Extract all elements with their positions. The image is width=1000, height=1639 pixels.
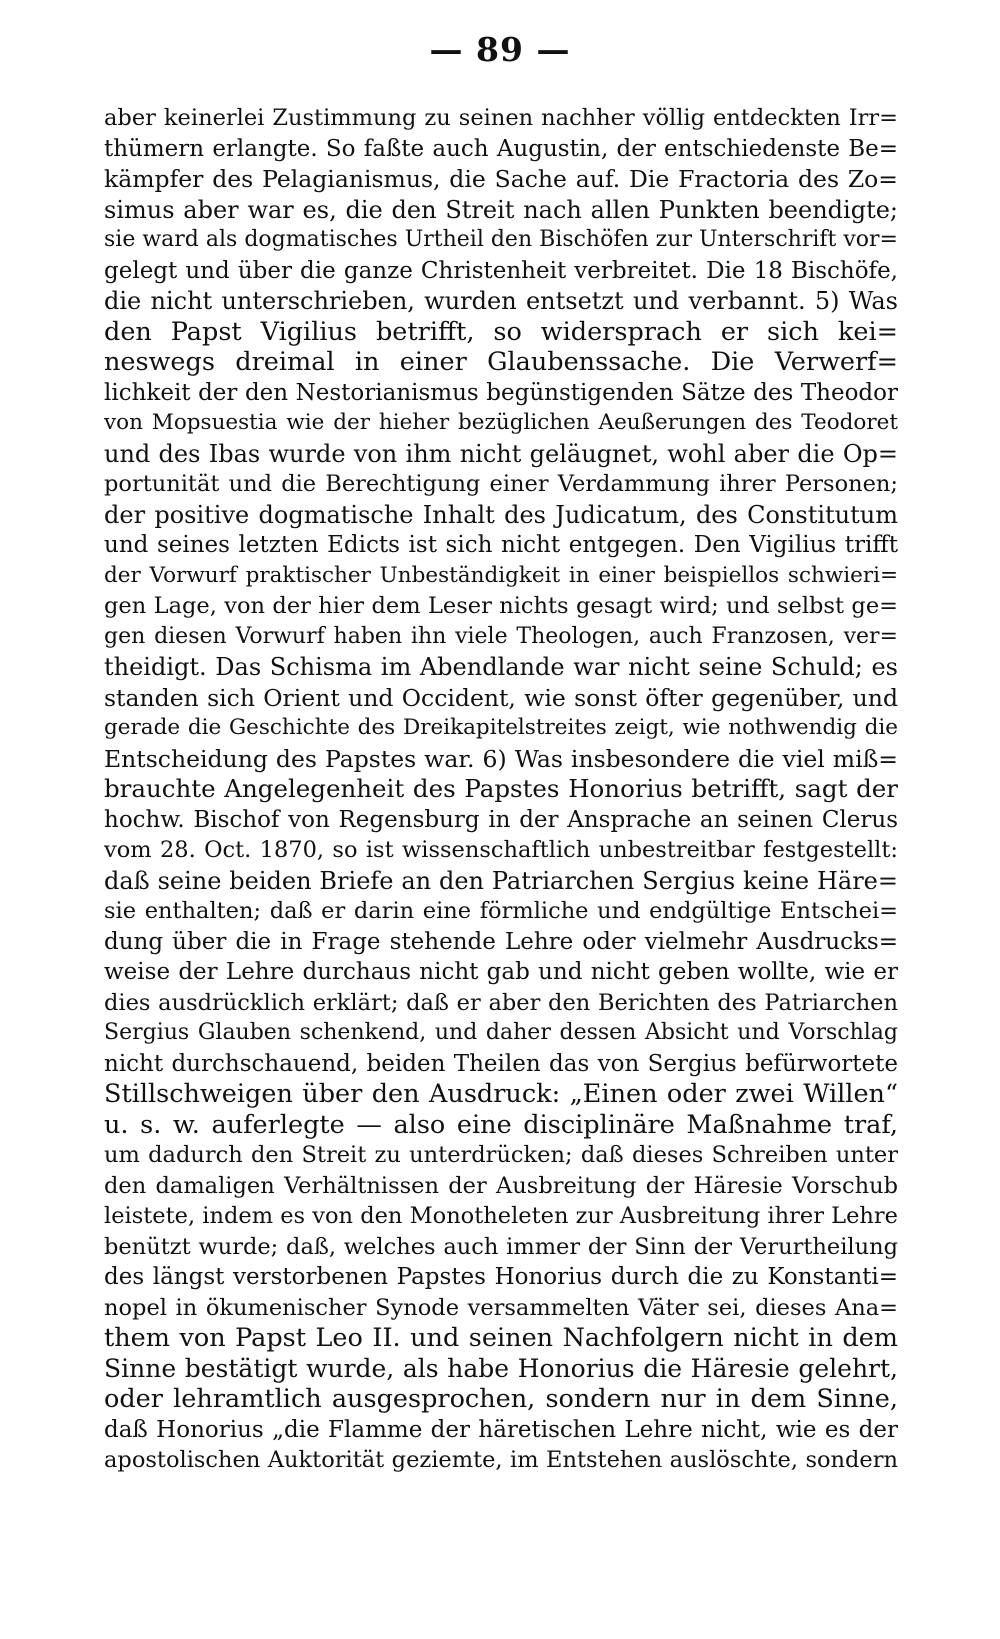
text-line: hochw. Bischof von Regensburg in der Ansprache an seinen Clerus <box>104 806 898 833</box>
text-line: them von Papst Leo II. und seinen Nachfolgern nicht in dem <box>104 1323 898 1353</box>
text-line: Sinne bestätigt wurde, als habe Honorius die Häresie gelehrt, <box>104 1353 898 1383</box>
text-line: benützt wurde; daß, welches auch immer der Sinn der Verurtheilung <box>104 1233 898 1260</box>
text-line: der Vorwurf praktischer Unbeständigkeit in einer beispiellos schwieri= <box>104 562 898 588</box>
text-line: Entscheidung des Papstes war. 6) Was insbesondere die viel miß= <box>104 744 898 773</box>
text-line: lichkeit der den Nestorianismus begünstigenden Sätze des Theodor <box>104 379 898 406</box>
text-line: nopel in ökumenischer Synode versammelten Väter sei, dieses Ana= <box>104 1294 898 1321</box>
text-line: dies ausdrücklich erklärt; daß er aber den Berichten des Patriarchen <box>104 989 898 1016</box>
text-line: gen diesen Vorwurf haben ihn viele Theologen, auch Franzosen, ver= <box>104 623 898 649</box>
text-line: den Papst Vigilius betrifft, so widersprach er sich kei= <box>104 316 898 347</box>
text-line: und des Ibas wurde von ihm nicht geläugnet, wohl aber die Op= <box>104 439 898 468</box>
text-line: sie ward als dogmatisches Urtheil den Bischöfen zur Unterschrift vor= <box>104 227 898 252</box>
text-line: apostolischen Auktorität geziemte, im Entstehen auslöschte, sondern <box>104 1447 898 1473</box>
text-line: daß Honorius „die Flamme der häretischen Lehre nicht, wie es der <box>104 1416 898 1443</box>
text-line: Sergius Glauben schenkend, und daher dessen Absicht und Vorschlag <box>104 1020 898 1045</box>
text-line: Stillschweigen über den Ausdruck: „Einen oder zwei Willen“ <box>104 1079 898 1109</box>
text-line: gelegt und über die ganze Christenheit verbreitet. Die 18 Bischöfe, <box>104 257 898 284</box>
text-line: sie enthalten; daß er darin eine förmliche und endgültige Entschei= <box>104 898 898 924</box>
text-line: und seines letzten Edicts ist sich nicht entgegen. Den Vigilius trifft <box>104 532 898 558</box>
text-line: thümern erlangte. So faßte auch Augustin, der entschiedenste Be= <box>104 135 898 162</box>
text-line: weise der Lehre durchaus nicht gab und nicht geben wollte, wie er <box>104 959 898 985</box>
text-line: leistete, indem es von den Monotheleten zur Ausbreitung ihrer Lehre <box>104 1203 898 1229</box>
text-line: kämpfer des Pelagianismus, die Sache auf. Die Fractoria des Zo= <box>104 165 898 193</box>
page-number: — 89 — <box>429 30 571 69</box>
text-line: standen sich Orient und Occident, wie sonst öfter gegenüber, und <box>104 683 898 712</box>
text-line: aber keinerlei Zustimmung zu seinen nachher völlig entdeckten Irr= <box>104 105 898 131</box>
text-line: nicht durchschauend, beiden Theilen das von Sergius befürwortete <box>104 1050 898 1077</box>
text-line: theidigt. Das Schisma im Abendlande war nicht seine Schuld; es <box>104 653 898 681</box>
text-line: den damaligen Verhältnissen der Ausbreitung der Häresie Vorschub <box>104 1172 898 1199</box>
text-line: brauchte Angelegenheit des Papstes Honorius betrifft, sagt der <box>104 774 898 803</box>
text-line: portunität und die Berechtigung einer Verdammung ihrer Personen; <box>104 471 898 497</box>
text-line: die nicht unterschrieben, wurden entsetzt und verbannt. 5) Was <box>104 287 898 315</box>
text-line: u. s. w. auferlegte — also eine disciplinäre Maßnahme traf, <box>104 1109 898 1140</box>
text-line: oder lehramtlich ausgesprochen, sondern nur in dem Sinne, <box>104 1384 898 1414</box>
text-line: vom 28. Oct. 1870, so ist wissenschaftlich unbestreitbar festgestellt: <box>104 837 898 863</box>
text-line: der positive dogmatische Inhalt des Judicatum, des Constitutum <box>104 500 898 529</box>
text-line: gerade die Geschichte des Dreikapitelstreites zeigt, wie nothwendig die <box>104 715 898 740</box>
text-line: von Mopsuestia wie der hieher bezüglichen Aeußerungen des Teodoret <box>104 410 898 435</box>
text-line: dung über die in Frage stehende Lehre oder vielmehr Ausdrucks= <box>104 928 898 955</box>
text-line: daß seine beiden Briefe an den Patriarchen Sergius keine Häre= <box>104 866 898 895</box>
text-line: des längst verstorbenen Papstes Honorius durch die zu Konstanti= <box>104 1264 898 1290</box>
text-line: gen Lage, von der hier dem Leser nichts gesagt wird; und selbst ge= <box>104 593 898 619</box>
text-line: neswegs dreimal in einer Glaubenssache. Die Verwerf= <box>104 347 898 377</box>
text-line: um dadurch den Streit zu unterdrücken; daß dieses Schreiben unter <box>104 1142 898 1168</box>
text-line: simus aber war es, die den Streit nach allen Punkten beendigte; <box>104 195 898 224</box>
body-text <box>104 103 898 1476</box>
